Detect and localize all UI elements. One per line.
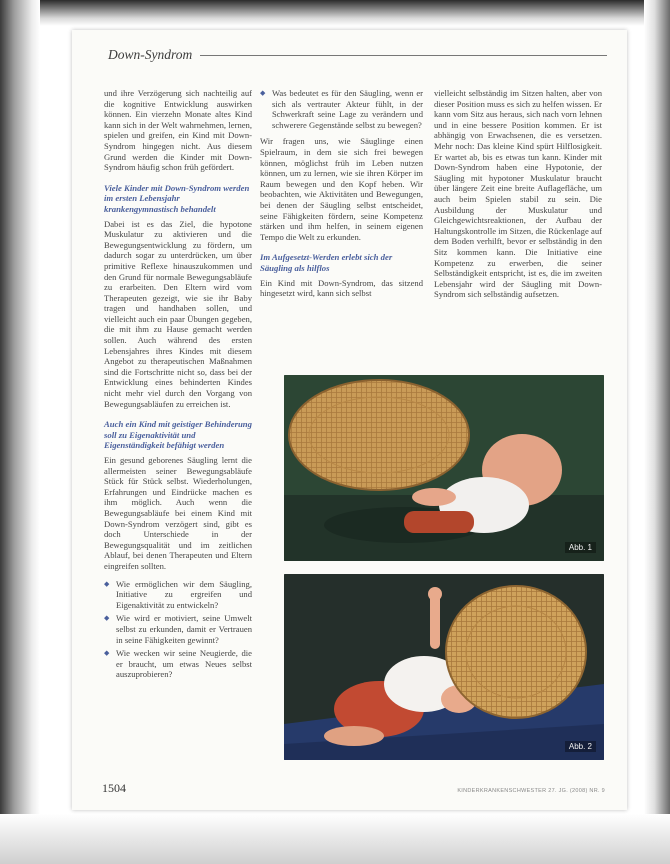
figure-1-label: Abb. 1 xyxy=(565,542,596,553)
subheading-2: Auch ein Kind mit geistiger Behinderung soll zu Eigenaktivität und Eigenständigkeit befähigt werden xyxy=(104,419,252,451)
bullet-item: ◆ Wie wird er motiviert, seine Umwelt selbst zu erkunden, damit er Vertrauen in seine Fähigkeiten gewinnt? xyxy=(104,613,252,645)
mid-bullet-list xyxy=(260,88,423,130)
right-column xyxy=(434,88,602,307)
figure-2-label: Abb. 2 xyxy=(565,741,596,752)
left-column xyxy=(104,88,252,686)
subheading-1: Viele Kinder mit Down-Syndrom werden im ersten Lebensjahr krankengymnastisch behandelt xyxy=(104,182,250,214)
bullet-item: ◆ Wie ermöglichen wir dem Säugling, Initiative zu ergreifen und Eigenaktivität zu entwickeln? xyxy=(104,579,252,611)
baby-under-basket-photo-icon xyxy=(284,375,604,561)
left-para-1: Dabei ist es das Ziel, die hypotone Muskulatur zu aktivieren und die Bewegungsentwicklung zu fördern, um dadurch sogar zu unterdrücken, um über primitive Reflexe hinauszukommen und den Grund für normale Bewegungsabläufe zu erarbeiten. Den Eltern wird vom Therapeuten gezeigt, wie sie ihr Baby tragen und handhaben sollen, und vielleicht auch ein paar Übungen gegeben, die mit ihm zu Hause gemacht werden sollen. Auch während des ersten Lebensjahres ihres Kindes mit diesem Angebot zu therapeutischen Maßnahmen sind die Fortschritte nicht so, dass bei der Entwicklung eines behinderten Kindes nicht mehr viel durch den Vorgang von Bewegungsabläufen zu erreichen ist. xyxy=(104,218,252,409)
running-head-title: Down-Syndrom xyxy=(108,47,193,62)
baby-lifting-basket-photo-icon xyxy=(284,574,604,760)
figure-1-photo xyxy=(284,375,604,561)
left-bullet-list xyxy=(104,579,252,680)
running-head-rule xyxy=(200,55,607,56)
left-intro: und ihre Verzögerung sich nachteilig auf die kognitive Entwicklung auswirken können. Ein vierzehn Monate altes Kind kann sich in der Welt wahrnehmen, lernen, spielen und greifen, ein Kind mit Down-Syndrom hingegen nicht. Aus diesem Grund werden die Kinder mit Down-Syndrom häufig schon früh gefördert. xyxy=(104,88,252,173)
middle-column xyxy=(260,88,423,306)
right-para: vielleicht selbständig im Sitzen halten, aber von dieser Position muss es sich zu helfen wissen. Er kann vom Sitz aus heraus, sich nach vorn lehnen und in eine bessere Position kommen. Er ist abhängig von Erwachsenen, die es versetzen. Mehr noch: Das kleine Kind spürt Hilflosigkeit. Er wartet ab, bis es etwas tun kann. Kinder mit Down-Syndrom haben eine Hypotonie, der Säugling mit hypotoner Muskulatur braucht über längere Zeit eine breite Auflagefläche, um auch beim Spielen stabil zu sein. Die Ausbildung der Muskulatur und Gleichgewichtsreaktionen, der Aufbau der Haltungskontrolle im Sitzen, die Rückenlage auf dem Boden verhilft, bevor er selbständig in den Sitz kommen kann. Die Initiative eine Kompetenz zu erwerben, die seiner Selbständigkeit entspricht, ist es, die im zweiten Lebensjahr wird der Säugling mit Down-Syndrom sich selbständig aufsetzen. xyxy=(434,88,602,300)
page-number: 1504 xyxy=(102,781,126,795)
scan-shadow-right xyxy=(644,0,670,864)
scan-shadow-bottom xyxy=(0,814,670,864)
figure-2-photo xyxy=(284,574,604,760)
scan-shadow-top xyxy=(0,0,670,26)
journal-citation: KINDERKRANKENSCHWESTER 27. JG. (2008) NR. 9 xyxy=(457,788,605,794)
bullet-item: ◆ Wie wecken wir seine Neugierde, die er braucht, um etwas Neues selbst auszuprobieren? xyxy=(104,648,252,680)
bullet-item: ◆ Was bedeutet es für den Säugling, wenn er sich als vertrauter Akteur fühlt, in der Schwerkraft seine Lage zu verändern und schwerere Gegenstände selbst zu bewegen? xyxy=(260,88,423,130)
scan-shadow-left xyxy=(0,0,40,864)
left-para-2: Ein gesund geborenes Säugling lernt die allermeisten seiner Bewegungsabläufe Stück für Stück selbst. Wiederholungen, Erfahrungen und Eindrücke machen es ihm möglich. Auch wenn die Bewegungsabläufe bei einem Kind mit Down-Syndrom verzögert sind, gibt es doch Unterschiede in der Bewegungsqualität und im zeitlichen Ablauf, bei denen Therapeuten und Eltern eingreifen sollten. xyxy=(104,455,252,571)
running-head xyxy=(108,46,607,64)
mid-para-2: Ein Kind mit Down-Syndrom, das sitzend hingesetzt wird, kann sich selbst xyxy=(260,277,423,299)
mid-para-1: Wir fragen uns, wie Säuglinge einen Spielraum, in dem sie sich frei bewegen können, möglichst früh im Leben nutzen können, um zu lernen, wie sie ihren Körper im Raum bewegen und den Kopf heben. Wir beobachten, wie Aktivitäten und Bewegungen, bei denen der Säugling selbst entscheidet, seine Fähigkeiten fördern, seine Kompetenz stärken und ihm helfen, in seinem eigenen Tempo die Welt zu erkunden. xyxy=(260,136,423,242)
document-page xyxy=(72,30,627,810)
subheading-3: Im Aufgesetzt-Werden erlebt sich der Säugling als hilflos xyxy=(260,252,393,273)
